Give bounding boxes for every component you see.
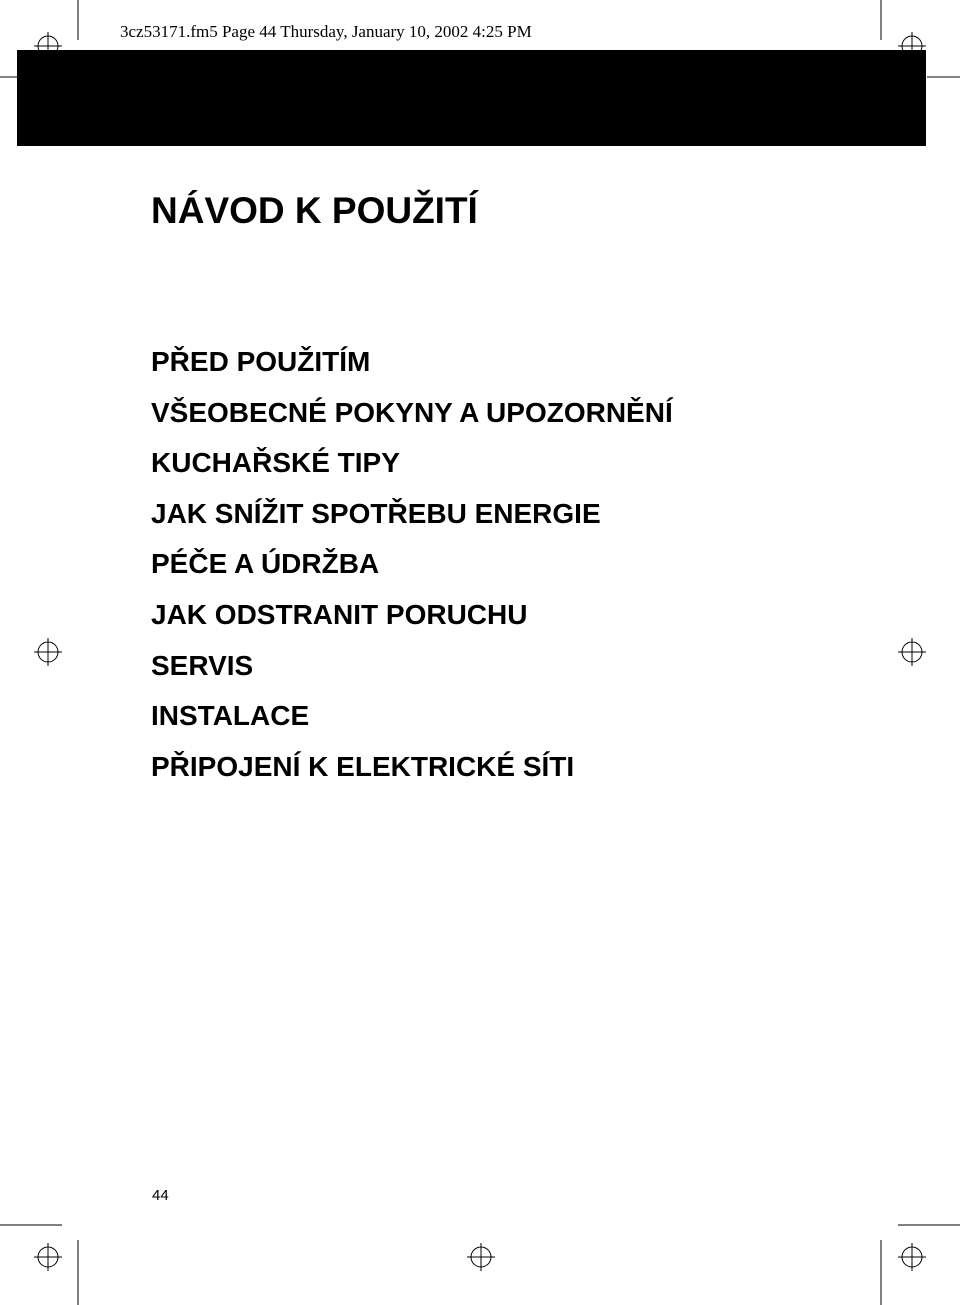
registration-target-icon (898, 638, 926, 666)
print-slug-header: 3cz53171.fm5 Page 44 Thursday, January 10, 2002 4:25 PM (120, 22, 532, 41)
document-title: NÁVOD K POUŽITÍ (151, 190, 478, 231)
registration-target-icon (898, 32, 926, 60)
contents-item: KUCHAŘSKÉ TIPY (151, 447, 400, 479)
contents-item: PÉČE A ÚDRŽBA (151, 548, 380, 580)
contents-item: SERVIS (151, 649, 254, 681)
registration-target-icon (34, 1243, 62, 1271)
contents-item: INSTALACE (151, 700, 310, 732)
contents-item: VŠEOBECNÉ POKYNY A UPOZORNĚNÍ (151, 396, 673, 428)
registration-target-icon (34, 638, 62, 666)
registration-target-icon (467, 1243, 495, 1271)
contents-item: JAK SNÍŽIT SPOTŘEBU ENERGIE (151, 497, 601, 529)
contents-item: PŘIPOJENÍ K ELEKTRICKÉ SÍTI (151, 750, 575, 782)
contents-item: PŘED POUŽITÍM (151, 346, 371, 377)
contents-item: JAK ODSTRANIT PORUCHU (151, 598, 528, 630)
registration-target-icon (898, 1243, 926, 1271)
page-number: 44 (152, 1187, 169, 1204)
registration-target-icon (34, 32, 62, 60)
